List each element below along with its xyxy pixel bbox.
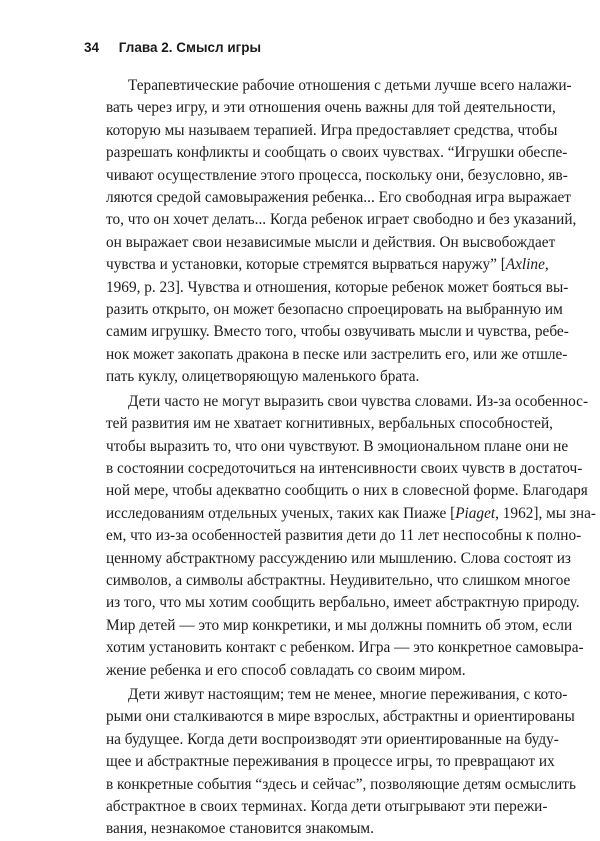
text-line: пать куклу, олицетворяющую маленького брата. (106, 368, 420, 386)
text-line: Терапевтические рабочие отношения с детьми лучше всего налажи- (128, 77, 572, 94)
text-line: Дети часто не могут выразить свои чувства словами. Из-за особеннос- (128, 392, 589, 410)
citation-author: Axline (505, 256, 545, 274)
text-line: 1969, p. 23]. Чувства и отношения, которые ребенок может бояться вы- (106, 278, 569, 296)
text-line: жение ребенка и его способ совладать со своим миром. (106, 661, 466, 679)
text-line: щее и абстрактные переживания в процессе игры, то превращают их (106, 753, 555, 771)
text-line: символов, а символы абстрактны. Неудивительно, что слишком многое (106, 571, 571, 589)
text-line: самим игрушку. Вместо того, чтобы озвучивать мысли и чувства, ребе- (106, 323, 569, 341)
text-line: Мир детей — это мир конкретики, и мы должны помнить об этом, если (106, 616, 573, 634)
text-line: разить открыто, он может безопасно спроецировать на выбранную им (106, 301, 563, 319)
text-line: исследованиям отдельных ученых, таких как Пиаже [Piaget, 1962], мы зна- (106, 504, 597, 522)
text-line: в состоянии сосредоточиться на интенсивности своих чувств в достаточ- (106, 459, 583, 477)
text-line: из того, что мы хотим сообщить вербально, имеет абстрактную природу. (106, 594, 580, 612)
running-head (84, 40, 261, 55)
text-line: в конкретные события “здесь и сейчас”, позволяющие детям осмыслить (106, 775, 576, 793)
paragraph-3 (84, 684, 576, 841)
text-line: то, что он хочет делать... Когда ребенок играет свободно и без указаний, (106, 211, 577, 229)
text-line: чтобы выразить то, что они чувствуют. В эмоциональном плане они не (106, 437, 569, 455)
text-line: ляются средой самовыражения ребенка... Его свободная игра выражает (106, 189, 571, 207)
text-line: рыми они сталкиваются в мире взрослых, абстрактны и ориентированы (106, 708, 575, 726)
text-line: хотим установить контакт с ребенком. Игра — это конкретное самовыра- (106, 639, 584, 657)
text-line: ной мере, чтобы адекватно сообщить о них в словесной форме. Благодаря (106, 482, 588, 500)
text-line: которую мы называем терапией. Игра предоставляет средства, чтобы (106, 121, 558, 139)
citation-author: Piaget (455, 504, 496, 522)
text-line: вания, незнакомое становится знакомым. (106, 820, 374, 838)
text-line: разрешать конфликты и сообщать о своих чувствах. “Игрушки обеспе- (106, 144, 568, 162)
paragraph-1 (84, 75, 577, 389)
text-line: нок может закопать дракона в песке или застрелить его, или же отшле- (106, 345, 568, 363)
text-line: абстрактное в своих терминах. Когда дети отыгрывают эти пережи- (106, 798, 548, 815)
paragraph-2 (84, 391, 597, 682)
text-line: он выражает свои независимые мысли и действия. Он высвобождает (106, 233, 556, 251)
body-text (84, 75, 597, 841)
text-line: ем, что из-за особенностей развития дети до 11 лет неспособны к полно- (106, 527, 582, 545)
text-line: на будущее. Когда дети воспроизводят эти ориентированные на буду- (106, 730, 559, 748)
page-number: 34 (84, 40, 100, 55)
text-line: чивают осуществление этого процесса, поскольку они, безусловно, яв- (106, 166, 568, 184)
text-line: Дети живут настоящим; тем не менее, многие переживания, с кото- (128, 685, 568, 703)
chapter-title: Глава 2. Смысл игры (118, 40, 262, 55)
text-line: вать через игру, и эти отношения очень важны для той деятельности, (106, 99, 556, 117)
text-line: ценному абстрактному рассуждению или мышлению. Слова состоят из (106, 549, 571, 567)
text-line: чувства и установки, которые стремятся вырваться наружу” [Axline, (106, 256, 549, 274)
text-line: тей развития им не хватает когнитивных, вербальных способностей, (106, 415, 553, 433)
